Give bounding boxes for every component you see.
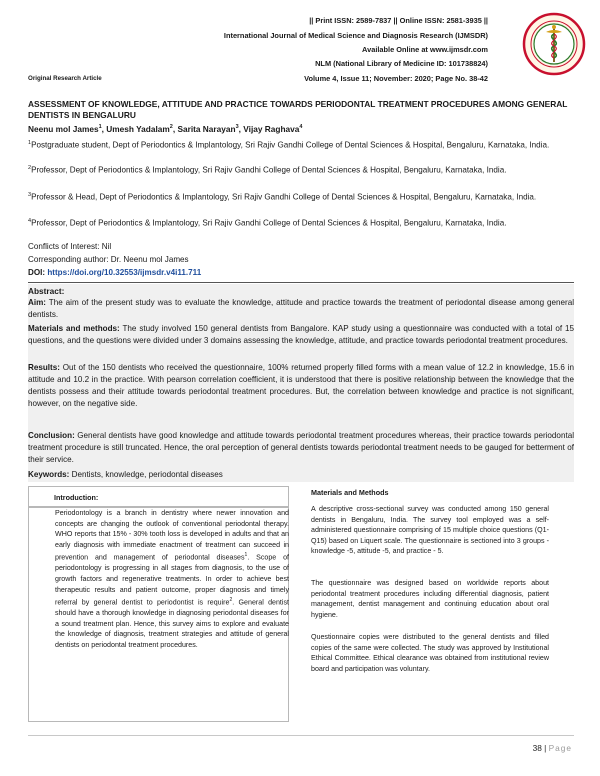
methods-text: The study involved 150 general dentists from Bangalore. KAP study using a questionnaire was conducted with a total of 15 questions, and the questions were divided under 3 domains assessing the knowledge, attitude, and practice towards periodontal treatment procedures. [28,324,574,345]
conclusion-label: Conclusion: [28,431,75,440]
intro-text-part: . General dentist should have a thorough knowledge in diagnosing periodontal diseases for a sound treatment plan. Hence, this survey aims to explore and evaluate the knowledge of diagnosis, treatment strategies and attitude of general dentists on periodontal treatment procedures. [55,598,289,649]
nlm-id: NLM (National Library of Medicine ID: 101738824) [315,59,488,68]
affiliation-sup: 1 [28,140,32,146]
affiliation-sup: 4 [28,218,32,224]
author-name: Sarita Narayan [177,124,236,134]
methods-paragraph: A descriptive cross-sectional survey was conducted among 150 general dentists in Bengaluru, India. The survey tool employed was a self-administered questionnaire comprising of 15 multiple choice questions (Q1-Q15) based on Liquert scale. The questionnaire is sectioned into 3 groups - knowledge -5, attitude -5, and practice - 5. [311,505,549,556]
available-online: Available Online at www.ijmsdr.com [362,45,488,54]
results-label: Results: [28,363,60,372]
abstract-aim [28,297,574,321]
aim-text: The aim of the present study was to evaluate the knowledge, attitude and practice towards the treatment of periodontal disease among general dentists. [28,298,574,319]
issn-line: || Print ISSN: 2589-7837 || Online ISSN: 2581-3935 || [309,16,488,25]
doi-label: DOI: [28,268,46,277]
conclusion-text: General dentists have good knowledge and attitude towards periodontal treatment procedures whereas, their practice towards periodontal treatment procedure is still truncated. Hence, the oral perception of general dentists towards periodontal treatment needs to be gauged for betterment of their service. [28,431,574,464]
abstract-keywords [28,469,574,481]
author-list: Neenu mol James$^1$, Umesh Yadalam$^2$, Sarita Narayan$^3$, Vijay Raghava$^4$ [28,124,303,134]
affiliation-text: Professor, Dept of Periodontics & Implantology, Sri Rajiv Gandhi College of Dental Sciences & Hospital, Bengaluru, Karnataka, India. [31,165,507,175]
abstract-heading: Abstract: [28,286,65,296]
intro-text-part: . Scope of periodontology is progressing in all stages from diagnosis, to the use of growth factors and regenerative treatments. In order to achieve best therapeutic results and patient outcome, proper diagnosis and timely referral by general dentist to periodontist is require [55,553,289,607]
methods-paragraph: The questionnaire was designed based on worldwide reports about periodontal treatment procedures including differential diagnosis, patient management, dentist management and continuing education about oral hygiene. [311,579,549,619]
keywords-text: Dentists, knowledge, periodontal diseases [69,470,223,479]
author-name: Umesh Yadalam [106,124,170,134]
affiliation-text: Postgraduate student, Dept of Periodontics & Implantology, Sri Rajiv Gandhi College of Dental Sciences & Hospital, Bengaluru, Karnataka, India. [31,140,550,150]
journal-name: International Journal of Medical Science and Diagnosis Research (IJMSDR) [223,31,488,40]
affiliation-sup: 3 [28,192,32,198]
caduceus-seal-icon [522,12,586,76]
corresponding-author: Corresponding author: Dr. Neenu mol James [28,255,189,264]
results-text: Out of the 150 dentists who received the questionnaire, 100% returned properly filled forms with a mean value of 12.2 in knowledge, 15.6 in attitude and 10.2 in the practice. With pearson correlation coefficient, it is understood that there is positive relationship between the knowledge that the dentists possess and their attitude towards periodontal treatment procedures. But, the correlation between knowledge and practice is not significant, however, on the negative side. [28,363,574,408]
methods-label: Materials and methods: [28,324,120,333]
author-name: Neenu mol James [28,124,99,134]
keywords-label: Keywords: [28,470,70,479]
citation-sup: 1 [244,552,248,559]
affiliation-sup: 2 [28,165,32,171]
affiliation [28,137,576,152]
author-sup: 1 [98,124,102,131]
volume-issue: Volume 4, Issue 11; November: 2020; Page No. 38-42 [304,74,488,83]
affiliation [28,189,576,204]
affiliation-text: Professor, Dept of Periodontics & Implantology, Sri Rajiv Gandhi College of Dental Sciences & Hospital, Bengaluru, Karnataka, India. [31,218,507,228]
conflicts-of-interest: Conflicts of Interest: Nil [28,242,112,251]
author-sup: 2 [169,124,173,131]
abstract-conclusion [28,430,574,466]
author-sup: 4 [299,124,303,131]
affiliation [28,215,576,230]
author-name: Vijay Raghava [243,124,300,134]
page-word: Page [548,743,572,753]
citation-sup: 2 [229,597,233,604]
article-title: ASSESSMENT OF KNOWLEDGE, ATTITUDE AND PRACTICE TOWARDS PERIODONTAL TREATMENT PROCEDURES AMONG GENERAL DENTISTS IN BENGALURU [28,99,568,120]
methods-heading: Materials and Methods [311,488,389,497]
author-sup: 3 [235,124,239,131]
methods-paragraph: Questionnaire copies were distributed to the general dentists and filled copies of the same were collected. The study was approved by Institutional Ethical Committee. Ethical clearance was obtained from institutional review board and participation was voluntary. [311,633,549,673]
intro-text-part: Periodontology is a branch in dentistry where newer innovation and concepts are changing the outlook of conventional periodontal therapy. WHO reports that 15% - 30% tooth loss is developed in adults and that an early diagnosis with immediate enactment of treatment can succeed in prevention and management of periodontal diseases [55,509,289,562]
doi-link[interactable]: https://doi.org/10.32553/ijmsdr.v4i11.711 [47,268,202,277]
abstract-results [28,362,574,410]
page-number [533,743,572,753]
abstract-methods [28,323,574,347]
affiliation [28,162,576,177]
page-number-value: 38 [532,743,542,753]
affiliation-text: Professor & Head, Dept of Periodontics & Implantology, Sri Rajiv Gandhi College of Dental Sciences & Hospital, Bengaluru, Karnataka, India. [31,192,537,202]
article-type: Original Research Article [28,75,102,82]
doi-line [28,268,201,277]
divider [28,282,574,283]
introduction-heading: Introduction: [54,493,99,502]
aim-label: Aim: [28,298,46,307]
introduction-text [55,508,289,650]
footer-divider [28,735,574,736]
page-separator: | [541,743,549,753]
